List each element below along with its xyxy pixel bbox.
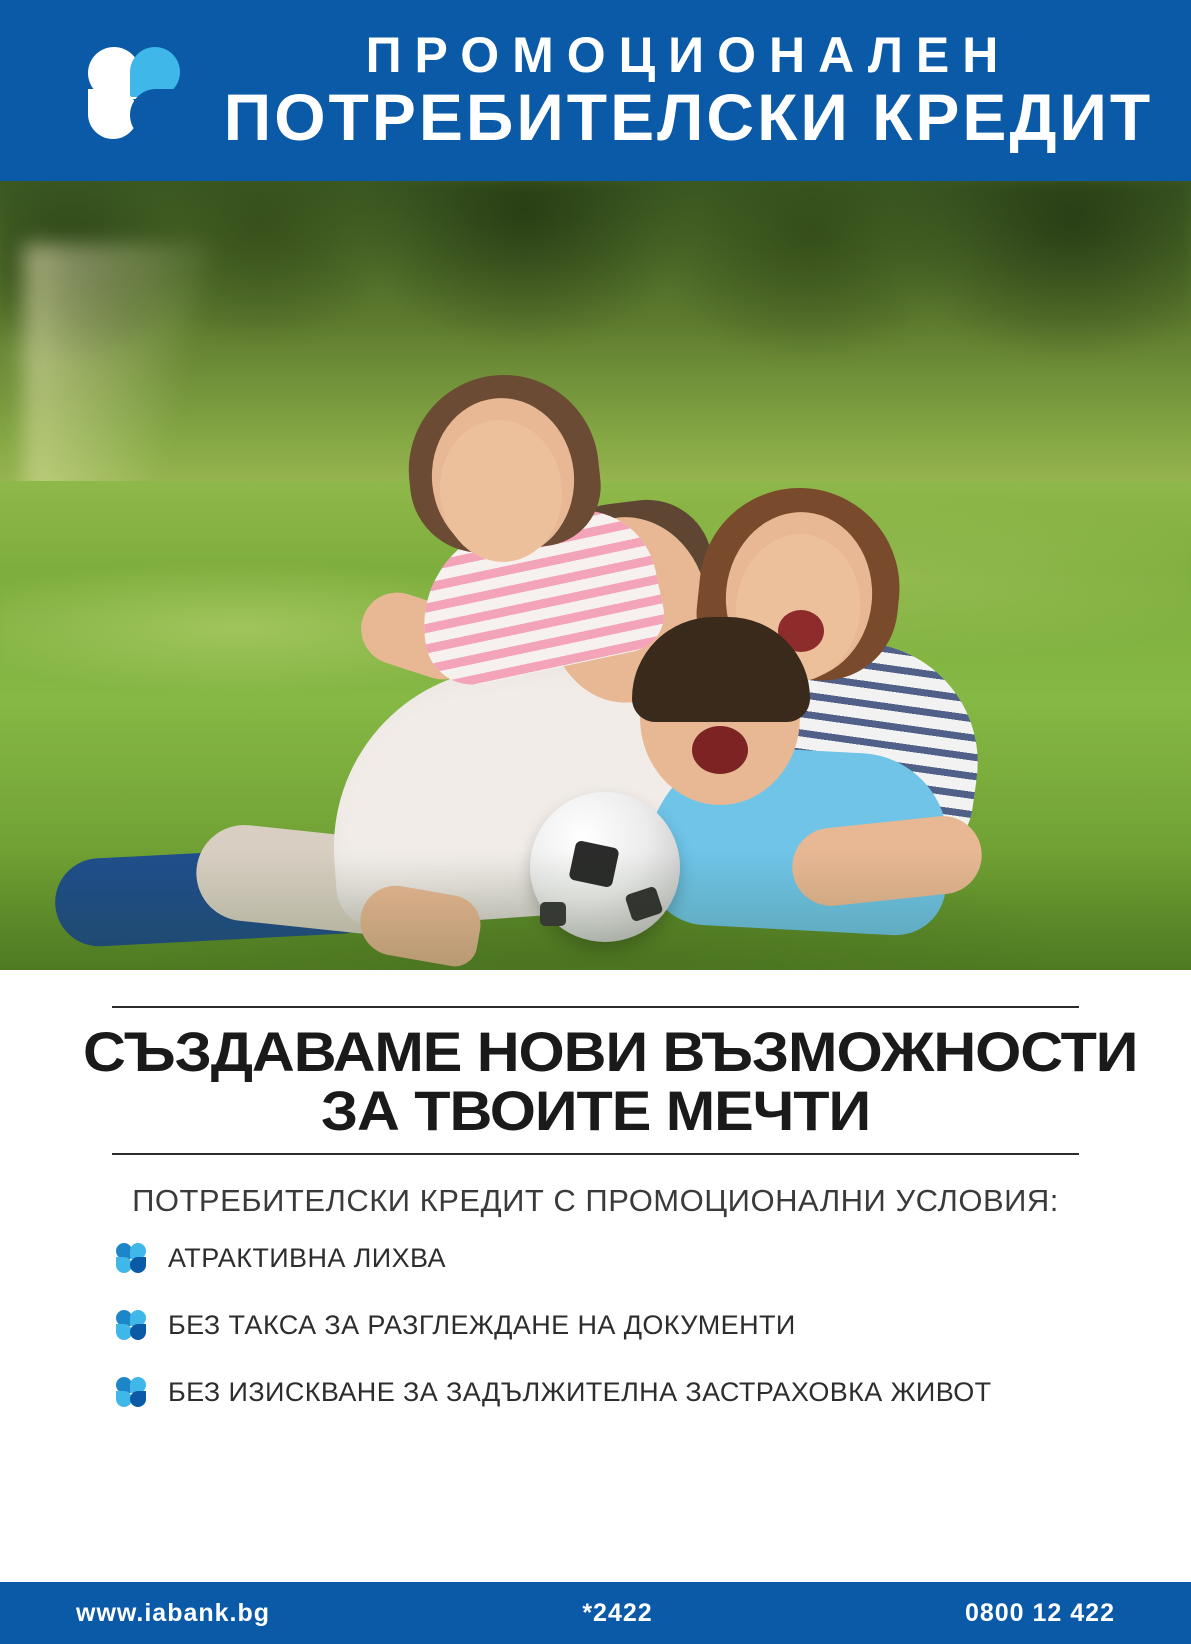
- bullet-logo-icon: [116, 1243, 146, 1273]
- header-title-block: [216, 26, 1161, 155]
- hero-photo: [0, 181, 1191, 970]
- hero-bottom-shade: [0, 850, 1191, 970]
- bullet-logo-icon: [116, 1377, 146, 1407]
- subheading: ПОТРЕБИТЕЛСКИ КРЕДИТ С ПРОМОЦИОНАЛНИ УСЛОВИЯ:: [132, 1182, 1059, 1218]
- page-title: [82, 1008, 1138, 1153]
- list-item-label: БЕЗ ТАКСА ЗА РАЗГЛЕЖДАНЕ НА ДОКУМЕНТИ: [168, 1309, 796, 1340]
- list-item: [116, 1310, 1079, 1341]
- header-title-line2: ПОТРЕБИТЕЛСКИ КРЕДИТ: [223, 80, 1154, 155]
- short-number[interactable]: *2422: [582, 1598, 653, 1627]
- boy-mouth: [692, 726, 748, 774]
- list-item-label: БЕЗ ИЗИСКВАНЕ ЗА ЗАДЪЛЖИТЕЛНА ЗАСТРАХОВКА ЖИВОТ: [168, 1376, 992, 1407]
- phone-number[interactable]: 0800 12 422: [964, 1598, 1115, 1627]
- header-title-line1: ПРОМОЦИОНАЛЕН: [365, 26, 1012, 83]
- poster-footer: [0, 1582, 1191, 1644]
- list-item: [116, 1243, 1079, 1274]
- poster-body: [0, 970, 1191, 1582]
- poster-header: [0, 0, 1191, 181]
- list-item-label: АТРАКТИВНА ЛИХВА: [168, 1242, 446, 1273]
- benefits-list: [112, 1243, 1079, 1408]
- headline-line-1: СЪЗДАВАМЕ НОВИ ВЪЗМОЖНОСТИ: [82, 1020, 1138, 1083]
- bullet-logo-icon: [116, 1310, 146, 1340]
- ia-bank-logo-icon: [86, 45, 182, 141]
- website-link[interactable]: www.iabank.bg: [76, 1598, 271, 1627]
- headline-line-2: ЗА ТВОИТЕ МЕЧТИ: [320, 1079, 871, 1143]
- list-item: [116, 1377, 1079, 1408]
